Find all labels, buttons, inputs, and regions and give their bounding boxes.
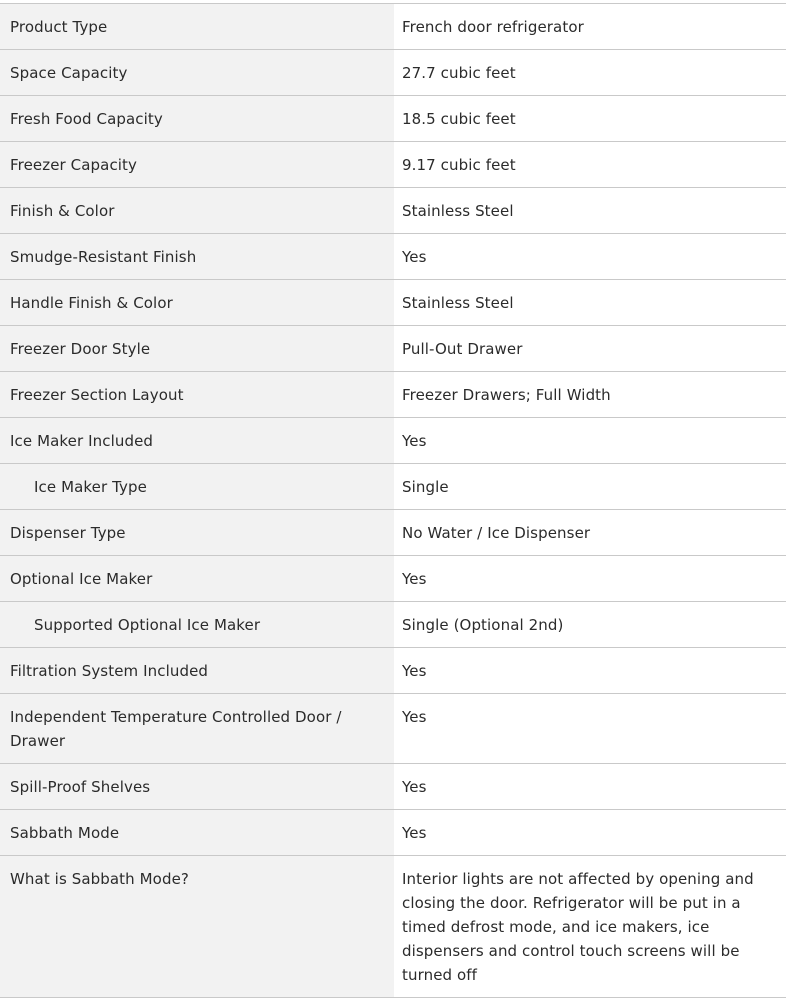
specifications-table (0, 3, 786, 998)
spec-value: French door refrigerator (394, 4, 786, 49)
spec-label: Independent Temperature Controlled Door / Drawer (0, 694, 394, 763)
spec-row-smudge-resistant-finish (0, 234, 786, 280)
spec-label: Ice Maker Type (0, 464, 394, 509)
spec-label: Handle Finish & Color (0, 280, 394, 325)
spec-row-sabbath-mode (0, 810, 786, 856)
spec-row-freezer-capacity (0, 142, 786, 188)
spec-value: Stainless Steel (394, 188, 786, 233)
spec-row-freezer-section-layout (0, 372, 786, 418)
spec-value: Yes (394, 694, 786, 763)
spec-row-spill-proof-shelves (0, 764, 786, 810)
spec-row-ice-maker-type (0, 464, 786, 510)
spec-value: 27.7 cubic feet (394, 50, 786, 95)
spec-label: Filtration System Included (0, 648, 394, 693)
spec-row-finish-color (0, 188, 786, 234)
spec-label: Supported Optional Ice Maker (0, 602, 394, 647)
spec-row-dispenser-type (0, 510, 786, 556)
spec-value: 18.5 cubic feet (394, 96, 786, 141)
spec-value: Pull-Out Drawer (394, 326, 786, 371)
spec-value: 9.17 cubic feet (394, 142, 786, 187)
spec-label: Product Type (0, 4, 394, 49)
spec-value: Yes (394, 648, 786, 693)
spec-row-ice-maker-included (0, 418, 786, 464)
spec-label: Fresh Food Capacity (0, 96, 394, 141)
spec-value: Single (Optional 2nd) (394, 602, 786, 647)
spec-label: Dispenser Type (0, 510, 394, 555)
spec-row-handle-finish-color (0, 280, 786, 326)
spec-value: Freezer Drawers; Full Width (394, 372, 786, 417)
spec-row-independent-temperature-controlled (0, 694, 786, 764)
spec-label: Space Capacity (0, 50, 394, 95)
spec-value: Yes (394, 418, 786, 463)
spec-value: Interior lights are not affected by opening and closing the door. Refrigerator will be put in a timed defrost mode, and ice makers, ice dispensers and control touch screens will be turned off (394, 856, 786, 997)
spec-label: What is Sabbath Mode? (0, 856, 394, 997)
spec-row-filtration-system-included (0, 648, 786, 694)
spec-row-what-is-sabbath-mode (0, 856, 786, 998)
spec-label: Freezer Door Style (0, 326, 394, 371)
spec-label: Ice Maker Included (0, 418, 394, 463)
spec-value: Single (394, 464, 786, 509)
spec-row-product-type (0, 4, 786, 50)
spec-value: Yes (394, 234, 786, 279)
spec-label: Finish & Color (0, 188, 394, 233)
spec-row-space-capacity (0, 50, 786, 96)
spec-label: Freezer Capacity (0, 142, 394, 187)
spec-label: Sabbath Mode (0, 810, 394, 855)
spec-row-freezer-door-style (0, 326, 786, 372)
spec-label: Spill-Proof Shelves (0, 764, 394, 809)
spec-row-optional-ice-maker (0, 556, 786, 602)
spec-label: Freezer Section Layout (0, 372, 394, 417)
spec-value: Yes (394, 810, 786, 855)
spec-value: Yes (394, 556, 786, 601)
spec-value: Yes (394, 764, 786, 809)
spec-row-fresh-food-capacity (0, 96, 786, 142)
spec-value: No Water / Ice Dispenser (394, 510, 786, 555)
spec-label: Smudge-Resistant Finish (0, 234, 394, 279)
spec-value: Stainless Steel (394, 280, 786, 325)
spec-label: Optional Ice Maker (0, 556, 394, 601)
spec-row-supported-optional-ice-maker (0, 602, 786, 648)
